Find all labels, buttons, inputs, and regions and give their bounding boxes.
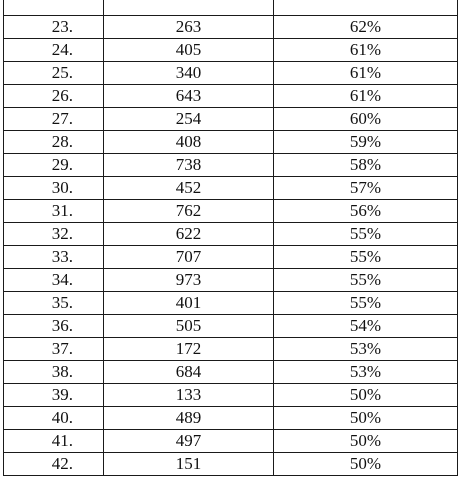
count-cell: 762 (104, 200, 274, 223)
count-cell: 489 (104, 407, 274, 430)
rank-cell: 39. (4, 384, 104, 407)
percent-cell: 53% (274, 338, 458, 361)
rank-cell: 26. (4, 85, 104, 108)
table-row (4, 85, 458, 108)
table-row (4, 246, 458, 269)
rank-cell: 36. (4, 315, 104, 338)
count-cell: 738 (104, 154, 274, 177)
table-row (4, 430, 458, 453)
count-cell: 505 (104, 315, 274, 338)
percent-cell: 61% (274, 62, 458, 85)
table-row (4, 154, 458, 177)
percent-cell: 57% (274, 177, 458, 200)
percent-cell: 50% (274, 430, 458, 453)
count-cell: 340 (104, 62, 274, 85)
table-row (4, 62, 458, 85)
percent-cell: 54% (274, 315, 458, 338)
count-cell: 684 (104, 361, 274, 384)
count-cell: 643 (104, 85, 274, 108)
rank-cell: 34. (4, 269, 104, 292)
table-row (4, 407, 458, 430)
rank-cell: 35. (4, 292, 104, 315)
rank-cell: 25. (4, 62, 104, 85)
count-cell: 401 (104, 292, 274, 315)
percent-cell: 55% (274, 269, 458, 292)
percent-cell: 55% (274, 246, 458, 269)
count-cell: 405 (104, 39, 274, 62)
rank-cell: 38. (4, 361, 104, 384)
count-cell: 151 (104, 453, 274, 476)
table-row (4, 315, 458, 338)
percent-cell (274, 0, 458, 16)
table-row (4, 269, 458, 292)
rank-cell: 29. (4, 154, 104, 177)
count-cell: 408 (104, 131, 274, 154)
percent-cell: 50% (274, 407, 458, 430)
rank-cell (4, 0, 104, 16)
count-cell: 263 (104, 16, 274, 39)
percent-cell: 58% (274, 154, 458, 177)
rank-cell: 28. (4, 131, 104, 154)
percent-cell: 50% (274, 453, 458, 476)
percent-cell: 59% (274, 131, 458, 154)
table-row (4, 0, 458, 16)
count-cell: 133 (104, 384, 274, 407)
rank-cell: 37. (4, 338, 104, 361)
percent-cell: 55% (274, 292, 458, 315)
count-cell: 172 (104, 338, 274, 361)
rank-cell: 23. (4, 16, 104, 39)
table-row (4, 384, 458, 407)
percent-cell: 50% (274, 384, 458, 407)
table-row (4, 338, 458, 361)
count-cell: 707 (104, 246, 274, 269)
document-page (3, 0, 457, 476)
percent-cell: 62% (274, 16, 458, 39)
table-row (4, 108, 458, 131)
table-body (4, 0, 458, 476)
count-cell: 254 (104, 108, 274, 131)
rank-cell: 27. (4, 108, 104, 131)
rank-cell: 24. (4, 39, 104, 62)
percent-cell: 53% (274, 361, 458, 384)
table-row (4, 292, 458, 315)
table-row (4, 16, 458, 39)
rank-cell: 42. (4, 453, 104, 476)
percent-cell: 60% (274, 108, 458, 131)
table-row (4, 200, 458, 223)
percent-cell: 55% (274, 223, 458, 246)
count-cell: 622 (104, 223, 274, 246)
count-cell: 452 (104, 177, 274, 200)
percent-cell: 61% (274, 85, 458, 108)
rank-cell: 30. (4, 177, 104, 200)
table-row (4, 361, 458, 384)
count-cell: 973 (104, 269, 274, 292)
rank-cell: 41. (4, 430, 104, 453)
rank-cell: 40. (4, 407, 104, 430)
table-row (4, 131, 458, 154)
count-cell: 497 (104, 430, 274, 453)
table-row (4, 177, 458, 200)
table-row (4, 39, 458, 62)
count-cell (104, 0, 274, 16)
table-row (4, 223, 458, 246)
rank-cell: 32. (4, 223, 104, 246)
data-table (3, 0, 458, 476)
rank-cell: 33. (4, 246, 104, 269)
rank-cell: 31. (4, 200, 104, 223)
percent-cell: 56% (274, 200, 458, 223)
table-row (4, 453, 458, 476)
percent-cell: 61% (274, 39, 458, 62)
